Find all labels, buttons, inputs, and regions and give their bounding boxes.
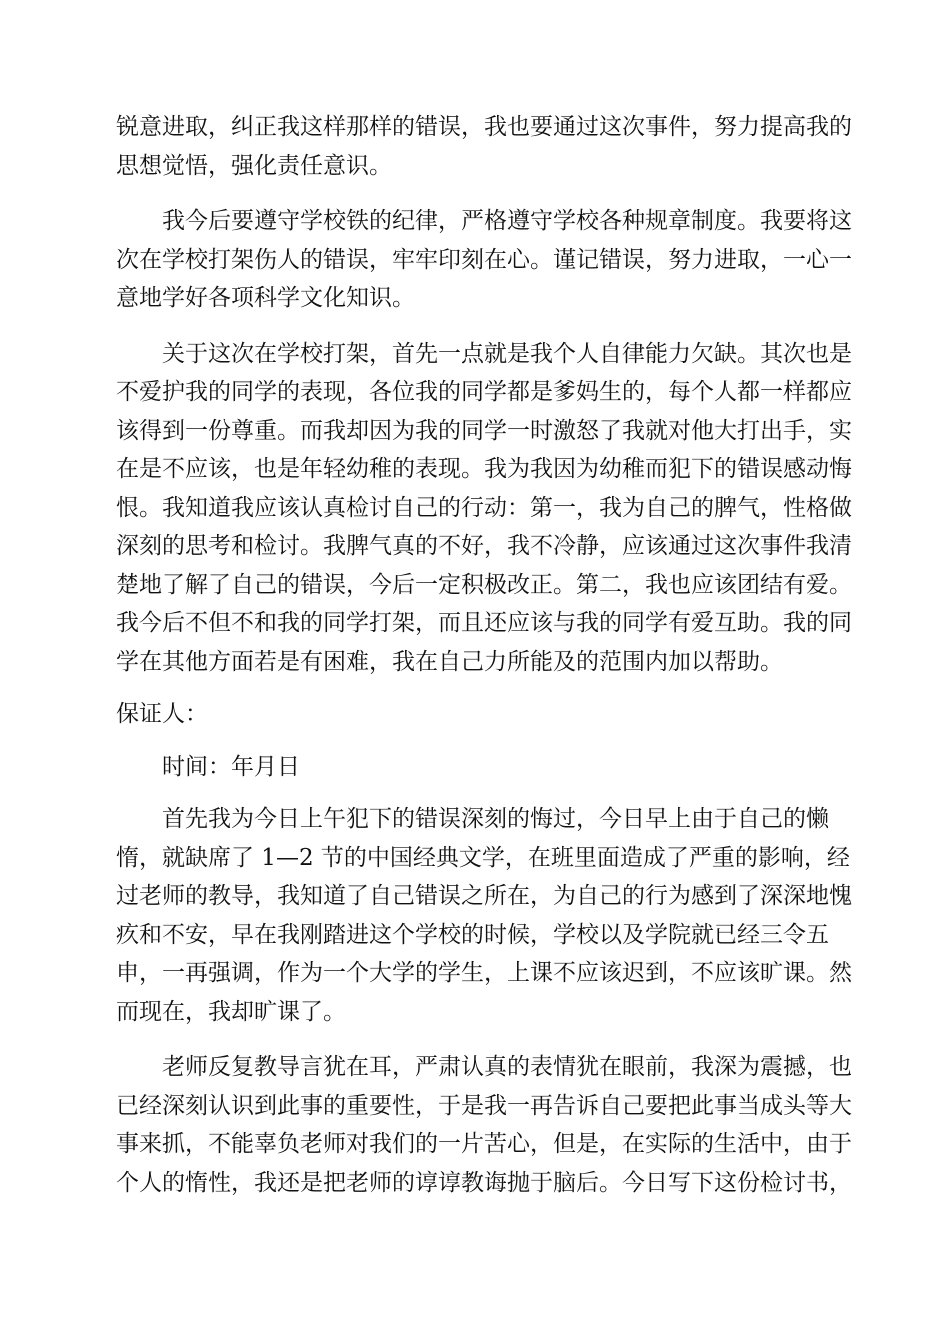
text-line: 在是不应该，也是年轻幼稚的表现。我为我因为幼稚而犯下的错误感动悔 — [116, 456, 852, 482]
text-line: 思想觉悟，强化责任意识。 — [116, 152, 392, 179]
text-line: 我今后不但不和我的同学打架，而且还应该与我的同学有爱互助。我的同 — [116, 610, 852, 636]
text-line: 关于这次在学校打架，首先一点就是我个人自律能力欠缺。其次也是 — [162, 340, 852, 367]
text-line: 楚地了解了自己的错误，今后一定积极改正。第二，我也应该团结有爱。 — [116, 571, 852, 598]
text-line: 事来抓，不能辜负老师对我们的一片苦心，但是，在实际的生活中，由于 — [116, 1131, 852, 1157]
text-line: 惰，就缺席了 1—2 节的中国经典文学，在班里面造成了严重的影响，经 — [116, 844, 850, 871]
text-line: 我今后要遵守学校铁的纪律，严格遵守学校各种规章制度。我要将这 — [162, 208, 852, 234]
paragraph-5 — [116, 1048, 852, 1202]
paragraph-1 — [116, 108, 852, 185]
text-line: 恨。我知道我应该认真检讨自己的行动：第一，我为自己的脾气，性格做 — [116, 494, 852, 521]
text-line: 申，一再强调，作为一个大学的学生，上课不应该迟到，不应该旷课。然 — [116, 960, 852, 986]
text-line: 而现在，我却旷课了。 — [116, 998, 346, 1025]
text-line: 该得到一份尊重。而我却因为我的同学一时激怒了我就对他大打出手，实 — [116, 417, 852, 444]
text-line: 个人的惰性，我还是把老师的谆谆教诲抛于脑后。今日写下这份检讨书， — [116, 1169, 852, 1196]
text-line: 意地学好各项科学文化知识。 — [116, 285, 415, 311]
text-line: 锐意进取，纠正我这样那样的错误，我也要通过这次事件，努力提高我的 — [116, 114, 852, 140]
text-line: 已经深刻认识到此事的重要性，于是我一再告诉自己要把此事当成头等大 — [116, 1092, 852, 1119]
paragraph-2 — [116, 202, 852, 318]
text-line: 首先我为今日上午犯下的错误深刻的悔过，今日早上由于自己的懒 — [162, 806, 829, 832]
text-line: 疚和不安，早在我刚踏进这个学校的时候，学校以及学院就已经三令五 — [116, 921, 829, 948]
text-line: 过老师的教导，我知道了自己错误之所在，为自己的行为感到了深深地愧 — [116, 883, 852, 909]
text-line: 老师反复教导言犹在耳，严肃认真的表情犹在眼前，我深为震撼，也 — [162, 1054, 852, 1080]
text-line: 深刻的思考和检讨。我脾气真的不好，我不冷静，应该通过这次事件我清 — [116, 533, 852, 559]
text-line: 不爱护我的同学的表现，各位我的同学都是爹妈生的，每个人都一样都应 — [116, 379, 852, 405]
guarantor-line — [116, 695, 832, 734]
paragraph-3 — [116, 335, 852, 682]
text-line: 次在学校打架伤人的错误，牢牢印刻在心。谨记错误，努力进取，一心一 — [116, 246, 852, 273]
text-line: 学在其他方面若是有困难，我在自己力所能及的范围内加以帮助。 — [116, 648, 783, 675]
date-line — [116, 748, 832, 787]
date-label: 时间：年月日 — [162, 753, 300, 780]
paragraph-4 — [116, 800, 852, 1031]
document-body — [116, 108, 852, 1202]
guarantor-label: 保证人： — [116, 701, 208, 727]
